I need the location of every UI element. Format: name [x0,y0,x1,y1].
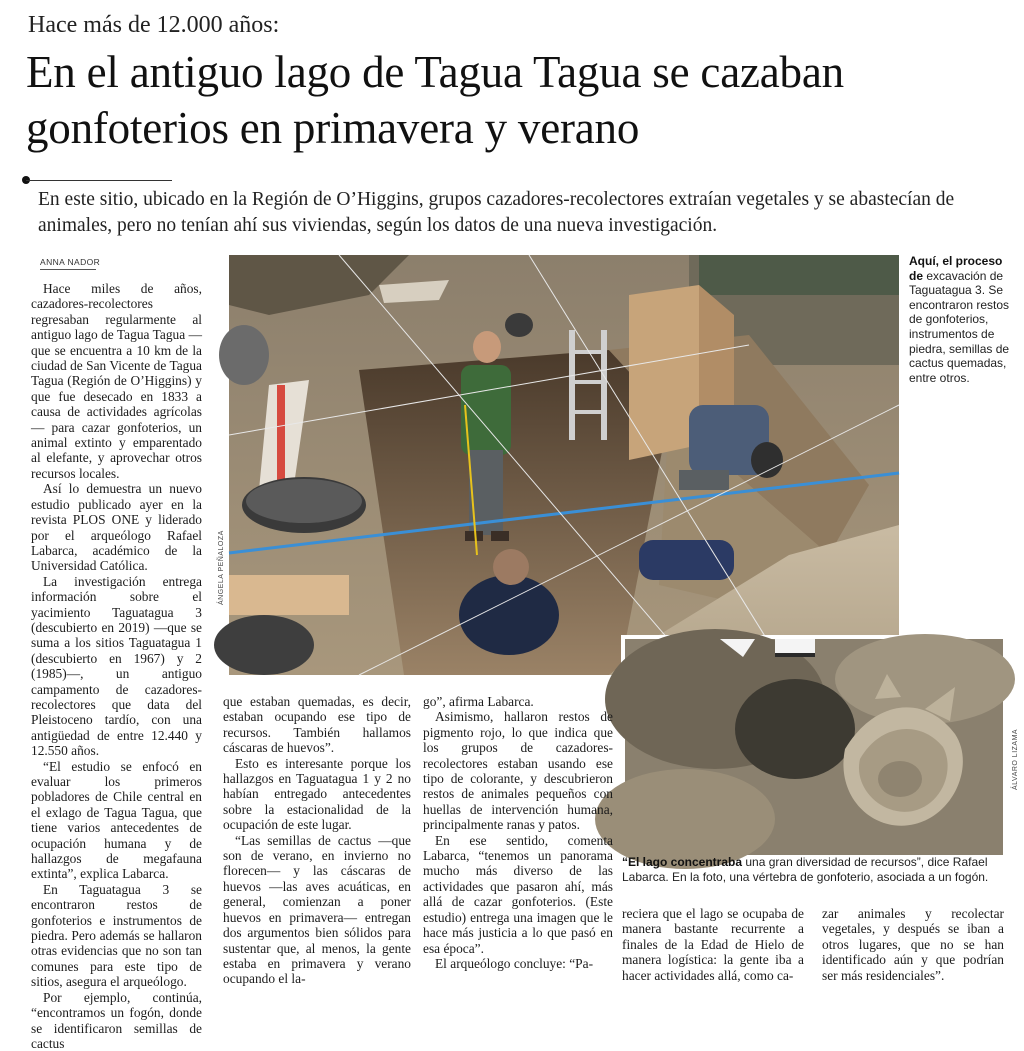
byline-rule [40,269,96,270]
dek-rule [26,180,172,181]
vertebra-photo [622,636,1000,852]
paragraph: “El estudio se enfocó en evaluar los primeros pobladores de Chile central en el exlago de Tagua Tagua, que tiene varios antecedentes de ocupación humana y de hallazgos de megafauna extinta”, explica Labarca. [31,758,202,882]
paragraph: zar animales y recolectar vegetales, y después se iban a otros lugares, que no se han identificado aún y que podrían ser más residenciales”. [822,906,1004,983]
main-photo-caption [909,254,1015,385]
inset-photo-credit: ÁLVARO LIZAMA [1012,728,1019,790]
paragraph: Por ejemplo, continúa, “encontramos un fogón, donde se identificaron semillas de cactus [31,989,202,1051]
inset-photo-caption [622,855,1008,885]
excavation-photo-illustration [229,255,899,675]
paragraph: El arqueólogo concluye: “Pa- [435,955,594,971]
body-column-4 [622,906,804,982]
paragraph: reciera que el lago se ocupaba de manera bastante recurrente a finales de la Edad de Hielo de manera logística: la gente iba a hacer actividades allá, como ca- [622,906,804,983]
caption-lead: Aquí, el proceso de [909,254,1003,283]
body-column-3 [423,694,613,982]
paragraph: Asimismo, hallaron restos de pigmento rojo, lo que indica que los grupos de cazadores-recolectores estaban usando ese tipo de colorante, y descubrieron restos de animales pequeños con huellas de intervención humana, principalmente ranas y patos. [423,709,613,833]
paragraph: Así lo demuestra un nuevo estudio publicado ayer en la revista PLOS ONE y liderado por el arqueólogo Rafael Labarca, académico de la Universidad Católica. [31,481,202,574]
body-column-1 [31,281,202,1051]
paragraph: que estaban quemadas, es decir, estaban ocupando ese tipo de recursos. También hallamos cáscaras de huevos”. [223,694,411,756]
main-photo-credit: ÁNGELA PEÑALOZA [218,530,225,605]
paragraph: En Taguatagua 3 se encontraron restos de gonfoterios e instrumentos de piedra. Pero además se hallaron otras evidencias que no son tan comunes para este tipo de sitios, asegura el arqueólogo. [31,881,202,990]
caption-text: excavación de Taguatagua 3. Se encontraron restos de gonfoterios, instrumentos de piedra, semillas de cactus quemadas, entre otros. [909,268,1010,385]
paragraph: go”, afirma Labarca. [423,694,534,709]
excavation-photo [229,255,899,675]
article-dek: En este sitio, ubicado en la Región de O’Higgins, grupos cazadores-recolectores extraían vegetales y se abastecían de animales, pero no tenían ahí sus viviendas, según los datos de una nueva investigación. [38,189,955,236]
paragraph: “Las semillas de cactus —que son de verano, en invierno no florecen— y las cáscaras de huevos —las aves acuáticas, en general, comienzan a poner huevos en primavera— entregan dos argumentos bien sólidos para sustentar que, al menos, la gente estaba en primavera y verano ocupando el la- [223,832,411,987]
inset-caption-lead: “El lago concentraba [622,855,743,869]
paragraph: Hace miles de años, cazadores-recolectores regresaban regularmente al antiguo lago de Tagua Tagua —que se encuentra a 10 km de la ciudad de San Vicente de Tagua Tagua (Región de O’Higgins) y que fue desecado en 1833 a causa de actividades agrícolas— para cazar gonfoterios, un animal extinto y emparentado al elefante, y aprovechar otros recursos locales. [31,281,202,481]
article-kicker: Hace más de 12.000 años: [28,12,280,38]
body-column-2 [223,694,411,987]
byline: ANNA NADOR [40,257,101,267]
paragraph: Esto es interesante porque los hallazgos en Taguatagua 1 y 2 no habían entregado antecedentes sobre la estacionalidad de la ocupación de este lugar. [223,755,411,833]
paragraph: En ese sentido, comenta Labarca, “tenemos un panorama mucho más diverso de las actividades que pasaron ahí, más allá de cazar gonfoterios. (Este estudio) entrega una imagen que le hace más justicia a lo que pasó en esa época”. [423,832,613,956]
paragraph: La investigación entrega información sobre el yacimiento Taguatagua 3 (descubierto en 2019) —que se suma a los sitios Taguatagua 1 (descubierto en 1967) y 2 (1985)—, un antiguo campamento de cazadores-recolectores que data del Pleistoceno tardío, con una antigüedad de entre 12.440 y 12.550 años. [31,573,202,759]
inset-caption-text: una gran diversidad de recursos”, dice Rafael Labarca. En la foto, una vértebra de gonfoterio, asociada a un fogón. [622,855,989,884]
article-headline: En el antiguo lago de Tagua Tagua se cazaban gonfoterios en primavera y verano [26,47,844,153]
body-column-5 [822,906,1004,982]
vertebra-photo-illustration [625,639,1003,855]
